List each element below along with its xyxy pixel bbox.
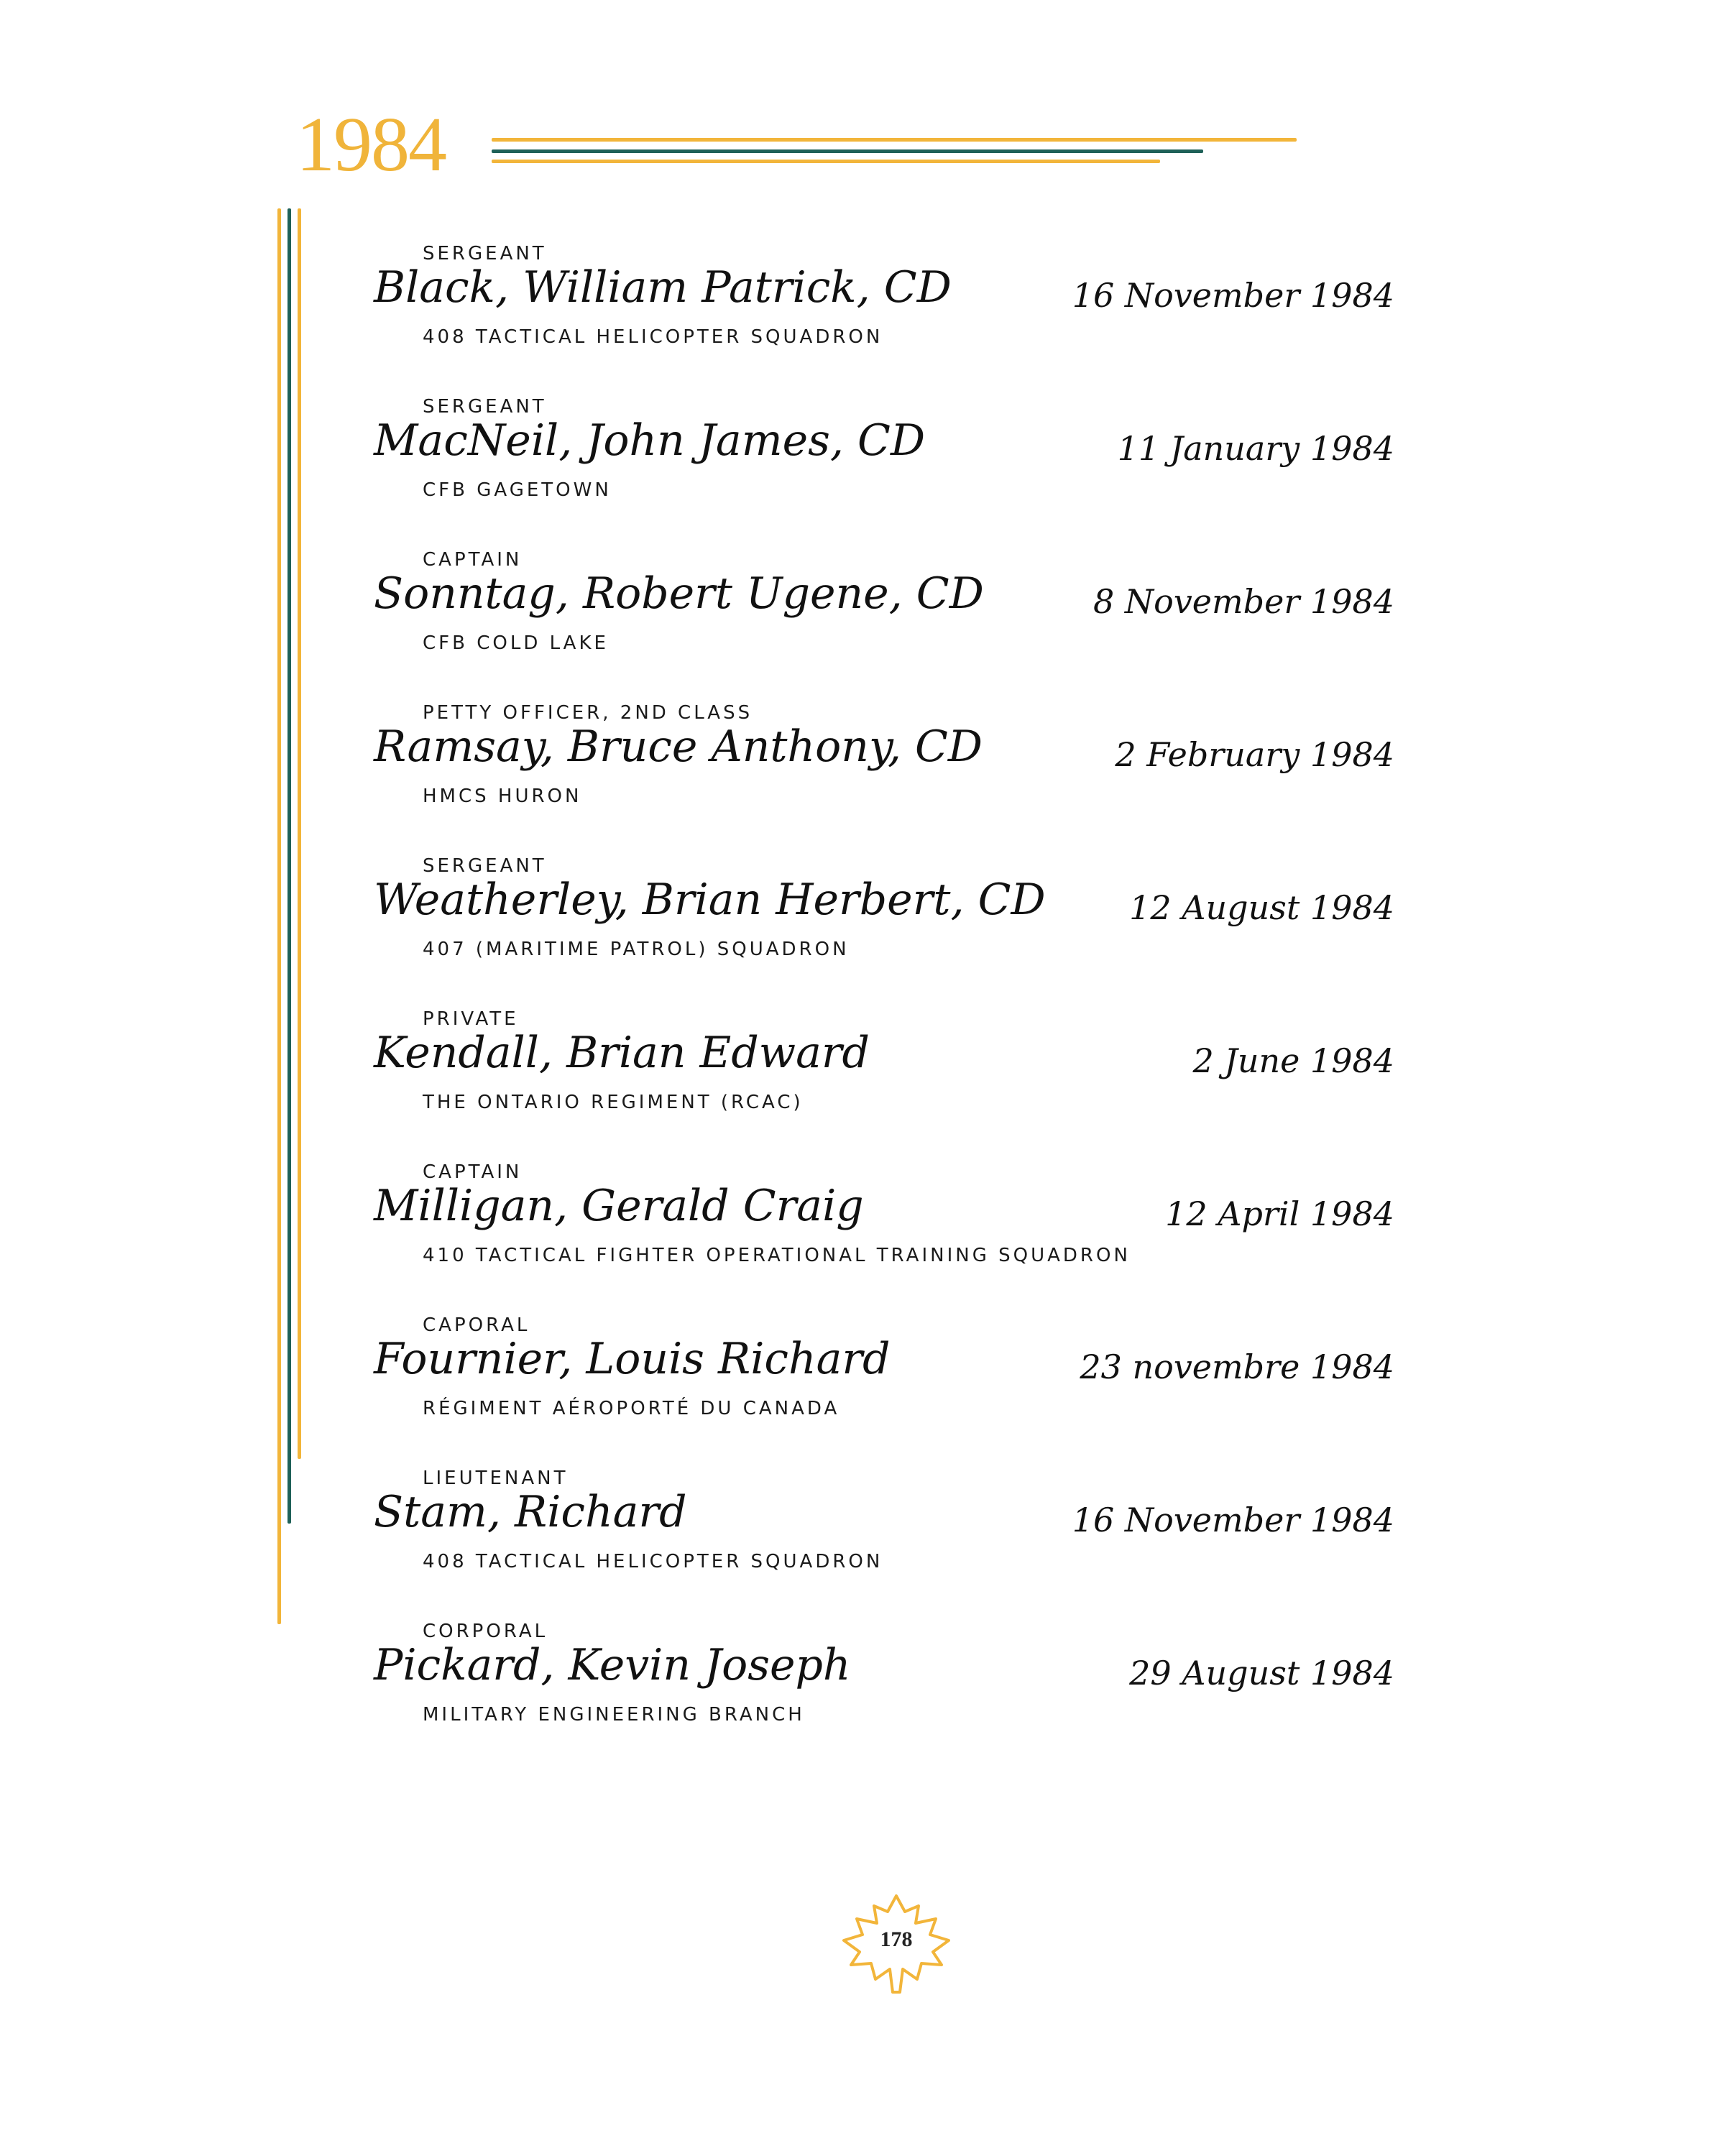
memorial-entry [374, 390, 1394, 543]
entry-name: Milligan, Gerald Craig [374, 1181, 864, 1231]
entry-date: 8 November 1984 [1092, 582, 1394, 621]
entry-unit: 408 TACTICAL HELICOPTER SQUADRON [423, 1551, 883, 1572]
memorial-entry [374, 1309, 1394, 1462]
entry-rank: PRIVATE [423, 1008, 519, 1030]
side-rule-gold-left [277, 208, 281, 1624]
entry-rank: SERGEANT [423, 396, 547, 418]
entry-unit: 410 TACTICAL FIGHTER OPERATIONAL TRAINING SQUADRON [423, 1245, 1131, 1266]
entry-name: Fournier, Louis Richard [374, 1334, 891, 1384]
entry-date: 16 November 1984 [1072, 276, 1394, 315]
entry-name: Sonntag, Robert Ugene, CD [374, 568, 984, 619]
header-rule-gold-bottom [492, 160, 1160, 163]
entry-rank: CORPORAL [423, 1621, 548, 1642]
entry-name: Stam, Richard [374, 1487, 687, 1537]
entry-rank: SERGEANT [423, 243, 547, 264]
memorial-entry [374, 1003, 1394, 1156]
memorial-entry [374, 237, 1394, 390]
memorial-entries [374, 237, 1394, 1768]
entry-unit: MILITARY ENGINEERING BRANCH [423, 1704, 805, 1726]
memorial-entry [374, 1462, 1394, 1615]
entry-name: Black, William Patrick, CD [374, 262, 952, 313]
entry-rank: SERGEANT [423, 855, 547, 877]
memorial-entry [374, 1156, 1394, 1309]
entry-name: Pickard, Kevin Joseph [374, 1640, 851, 1690]
entry-date: 11 January 1984 [1117, 429, 1394, 468]
entry-rank: CAPTAIN [423, 1161, 523, 1183]
entry-unit: RÉGIMENT AÉROPORTÉ DU CANADA [423, 1398, 840, 1419]
entry-rank: CAPORAL [423, 1314, 530, 1336]
entry-unit: 407 (MARITIME PATROL) SQUADRON [423, 939, 850, 960]
entry-date: 12 August 1984 [1129, 888, 1394, 927]
entry-date: 16 November 1984 [1072, 1501, 1394, 1539]
page-number: 178 [880, 1927, 913, 1951]
header-rule-gold-top [492, 138, 1297, 142]
side-rule-green [288, 208, 291, 1524]
entry-name: Ramsay, Bruce Anthony, CD [374, 722, 983, 772]
entry-unit: HMCS HURON [423, 786, 582, 807]
entry-date: 29 August 1984 [1129, 1654, 1394, 1692]
entry-unit: THE ONTARIO REGIMENT (RCAC) [423, 1092, 804, 1113]
entry-name: MacNeil, John James, CD [374, 415, 926, 466]
entry-date: 2 June 1984 [1192, 1041, 1394, 1080]
page-number-badge [835, 1890, 957, 1998]
entry-unit: CFB GAGETOWN [423, 479, 612, 501]
year-heading: 1984 [296, 102, 446, 188]
entry-rank: LIEUTENANT [423, 1468, 569, 1489]
entry-date: 23 novembre 1984 [1080, 1348, 1394, 1386]
side-rule-gold-right [298, 208, 301, 1459]
memorial-entry [374, 1615, 1394, 1768]
memorial-entry [374, 543, 1394, 696]
entry-date: 2 February 1984 [1115, 735, 1394, 774]
entry-rank: CAPTAIN [423, 549, 523, 571]
header-rule-green [492, 149, 1203, 153]
entry-name: Kendall, Brian Edward [374, 1028, 870, 1078]
memorial-entry [374, 849, 1394, 1003]
entry-name: Weatherley, Brian Herbert, CD [374, 875, 1046, 925]
memorial-entry [374, 696, 1394, 849]
entry-rank: PETTY OFFICER, 2ND CLASS [423, 702, 753, 724]
entry-unit: CFB COLD LAKE [423, 632, 609, 654]
entry-date: 12 April 1984 [1165, 1194, 1394, 1233]
entry-unit: 408 TACTICAL HELICOPTER SQUADRON [423, 326, 883, 348]
